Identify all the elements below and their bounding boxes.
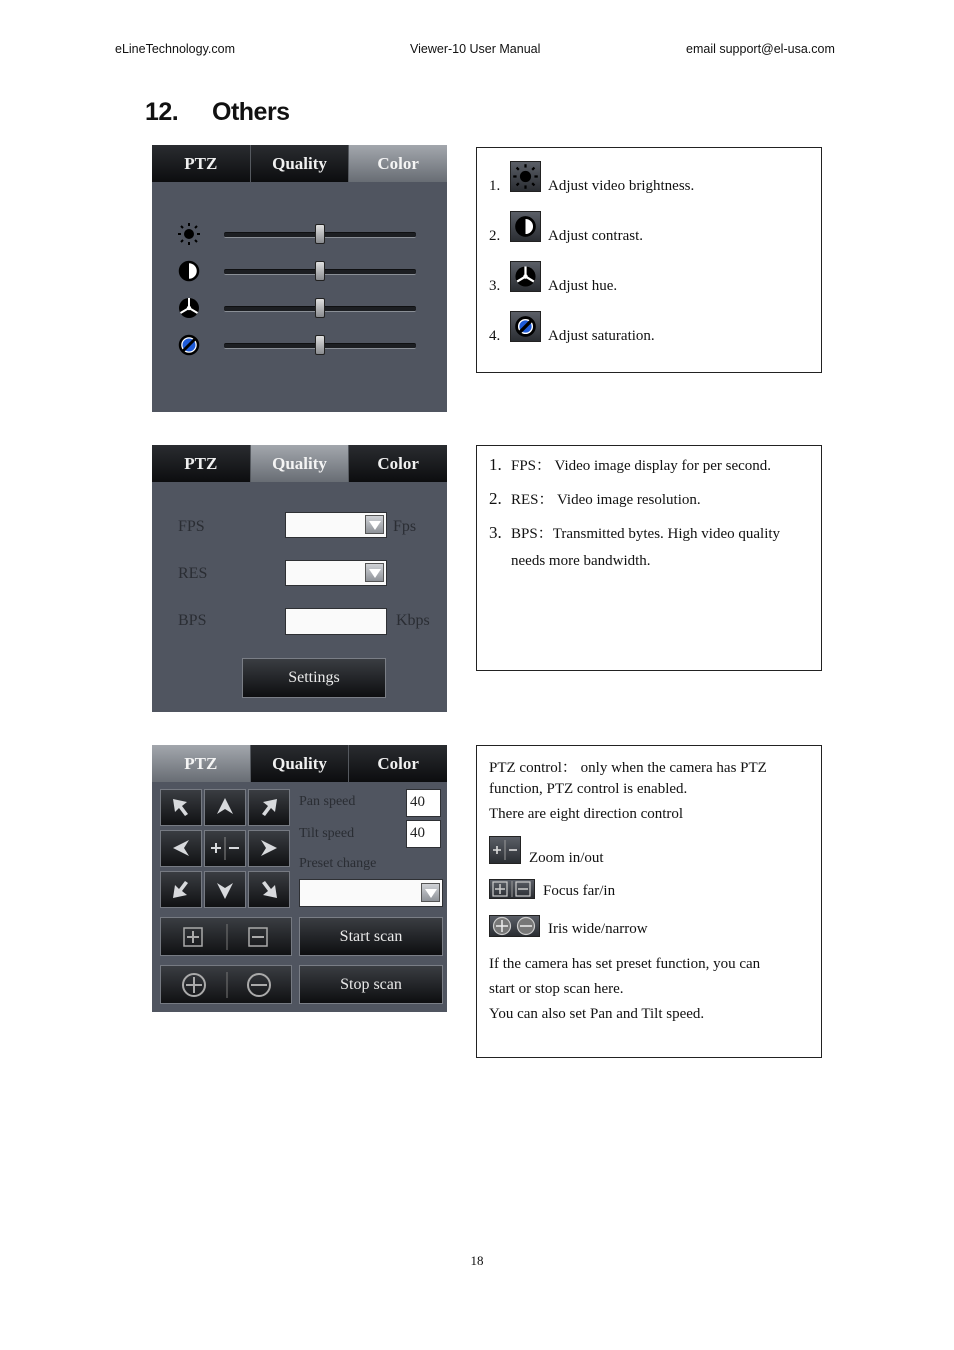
color-panel	[152, 145, 447, 412]
fps-unit: Fps	[393, 518, 417, 535]
tab-color[interactable]: Color	[349, 445, 447, 482]
tab-bar	[152, 445, 447, 482]
saturation-track[interactable]	[224, 343, 416, 349]
item-number: 1.	[489, 178, 501, 194]
quality-item-1	[489, 454, 771, 475]
item-number: 3.	[489, 278, 501, 294]
pan-speed-input[interactable]: 40	[406, 789, 441, 817]
arrow-right-icon	[249, 831, 289, 866]
hue-slider-row	[176, 296, 426, 320]
saturation-icon	[510, 311, 541, 342]
header-site: eLineTechnology.com	[115, 42, 235, 56]
tab-color[interactable]: Color	[349, 745, 447, 782]
ptz-panel	[152, 745, 447, 1012]
ptz-desc-line-4: If the camera has set preset function, you can	[489, 956, 761, 972]
item-number: 4.	[489, 328, 501, 344]
tab-quality[interactable]: Quality	[251, 145, 350, 182]
ptz-down-right-button[interactable]	[248, 871, 290, 908]
hue-track[interactable]	[224, 306, 416, 312]
arrow-down-left-icon	[161, 872, 201, 907]
tab-ptz[interactable]: PTZ	[152, 445, 251, 482]
preset-change-label: Preset change	[299, 856, 377, 871]
hue-icon	[176, 296, 202, 320]
chevron-down-icon[interactable]	[365, 515, 384, 534]
page-number: 18	[470, 1253, 484, 1268]
bps-label: BPS	[178, 612, 207, 629]
color-item-3	[489, 278, 500, 295]
arrow-down-right-icon	[249, 872, 289, 907]
section-number: 12.	[145, 98, 179, 126]
tab-ptz[interactable]: PTZ	[152, 145, 251, 182]
color-item-2-text: Adjust contrast.	[548, 228, 643, 244]
focus-desc: Focus far/in	[543, 883, 616, 899]
res-select[interactable]	[285, 560, 387, 586]
brightness-icon	[510, 161, 541, 192]
color-description-box	[476, 147, 822, 373]
tab-color[interactable]: Color	[349, 145, 447, 182]
bps-unit: Kbps	[396, 612, 430, 629]
settings-button[interactable]: Settings	[242, 658, 386, 698]
ptz-up-left-button[interactable]	[160, 789, 202, 826]
item-number: 1.	[489, 455, 502, 474]
item-number: 2.	[489, 228, 501, 244]
color-item-4	[489, 328, 500, 345]
tab-quality[interactable]: Quality	[251, 745, 350, 782]
ptz-right-button[interactable]	[248, 830, 290, 867]
arrow-up-left-icon	[161, 790, 201, 825]
fps-select[interactable]	[285, 512, 387, 538]
tilt-speed-label: Tilt speed	[299, 826, 355, 841]
arrow-left-icon	[161, 831, 201, 866]
arrow-up-icon	[205, 790, 245, 825]
ptz-desc-line-1: PTZ control： only when the camera has PTZ	[489, 760, 767, 776]
ptz-down-button[interactable]	[204, 871, 246, 908]
ptz-desc-line-5: start or stop scan here.	[489, 981, 624, 997]
ptz-desc-line-6: You can also set Pan and Tilt speed.	[489, 1006, 705, 1022]
section-title	[145, 98, 290, 127]
ptz-up-button[interactable]	[204, 789, 246, 826]
color-item-4-text: Adjust saturation.	[548, 328, 655, 344]
contrast-icon	[176, 259, 202, 283]
ptz-desc-line-3: There are eight direction control	[489, 806, 684, 822]
ptz-down-left-button[interactable]	[160, 871, 202, 908]
tab-ptz[interactable]: PTZ	[152, 745, 251, 782]
quality-description-box	[476, 445, 822, 671]
ptz-up-right-button[interactable]	[248, 789, 290, 826]
zoom-icon	[489, 836, 521, 864]
quality-item-3-continued: needs more bandwidth.	[511, 553, 651, 569]
iris-plus-minus-icon	[161, 966, 291, 1003]
fps-label: FPS	[178, 518, 205, 535]
iris-icon	[489, 915, 540, 937]
hue-thumb[interactable]	[315, 298, 325, 318]
item-number: 3.	[489, 523, 502, 542]
brightness-thumb[interactable]	[315, 224, 325, 244]
quality-panel	[152, 445, 447, 712]
contrast-slider-row	[176, 259, 426, 283]
header-email: email support@el-usa.com	[686, 42, 835, 56]
quality-item-2	[489, 488, 701, 509]
brightness-track[interactable]	[224, 232, 416, 238]
contrast-icon	[510, 211, 541, 242]
quality-item-2-text: RES： Video image resolution.	[511, 492, 701, 508]
brightness-icon	[176, 222, 202, 246]
color-item-2	[489, 228, 500, 245]
color-item-1	[489, 178, 500, 195]
ptz-desc-line-2: function, PTZ control is enabled.	[489, 781, 688, 797]
arrow-down-icon	[205, 872, 245, 907]
item-number: 2.	[489, 489, 502, 508]
ptz-description-box	[476, 745, 822, 1058]
tab-bar	[152, 145, 447, 182]
quality-item-3-text: BPS：Transmitted bytes. High video quality	[511, 526, 781, 542]
color-item-1-text: Adjust video brightness.	[548, 178, 695, 194]
contrast-thumb[interactable]	[315, 261, 325, 281]
preset-select[interactable]	[299, 879, 443, 907]
tilt-speed-input[interactable]: 40	[406, 820, 441, 848]
zoom-desc: Zoom in/out	[529, 850, 604, 866]
ptz-left-button[interactable]	[160, 830, 202, 867]
quality-item-3	[489, 522, 780, 543]
focus-icon	[489, 879, 535, 899]
saturation-icon	[176, 333, 202, 357]
iris-desc: Iris wide/narrow	[548, 921, 648, 937]
color-item-3-text: Adjust hue.	[548, 278, 618, 294]
zoom-plus-minus-icon	[205, 831, 245, 866]
focus-plus-minus-icon	[161, 918, 291, 955]
hue-icon	[510, 261, 541, 292]
chevron-down-icon[interactable]	[365, 563, 384, 582]
res-label: RES	[178, 565, 208, 582]
focus-buttons	[160, 917, 292, 956]
section-title-text: Others	[212, 98, 290, 126]
contrast-track[interactable]	[224, 269, 416, 275]
bps-input[interactable]	[285, 608, 387, 635]
pan-speed-label: Pan speed	[299, 794, 356, 809]
saturation-thumb[interactable]	[315, 335, 325, 355]
tab-quality[interactable]: Quality	[251, 445, 350, 482]
stop-scan-button[interactable]: Stop scan	[299, 965, 443, 1004]
header-manual-title: Viewer-10 User Manual	[410, 42, 541, 56]
chevron-down-icon[interactable]	[421, 883, 440, 902]
tab-bar	[152, 745, 447, 782]
arrow-up-right-icon	[249, 790, 289, 825]
saturation-slider-row	[176, 333, 426, 357]
quality-item-1-text: FPS： Video image display for per second.	[511, 458, 772, 474]
brightness-slider-row	[176, 222, 426, 246]
start-scan-button[interactable]: Start scan	[299, 917, 443, 956]
zoom-in-out-button[interactable]	[204, 830, 246, 867]
iris-buttons	[160, 965, 292, 1004]
